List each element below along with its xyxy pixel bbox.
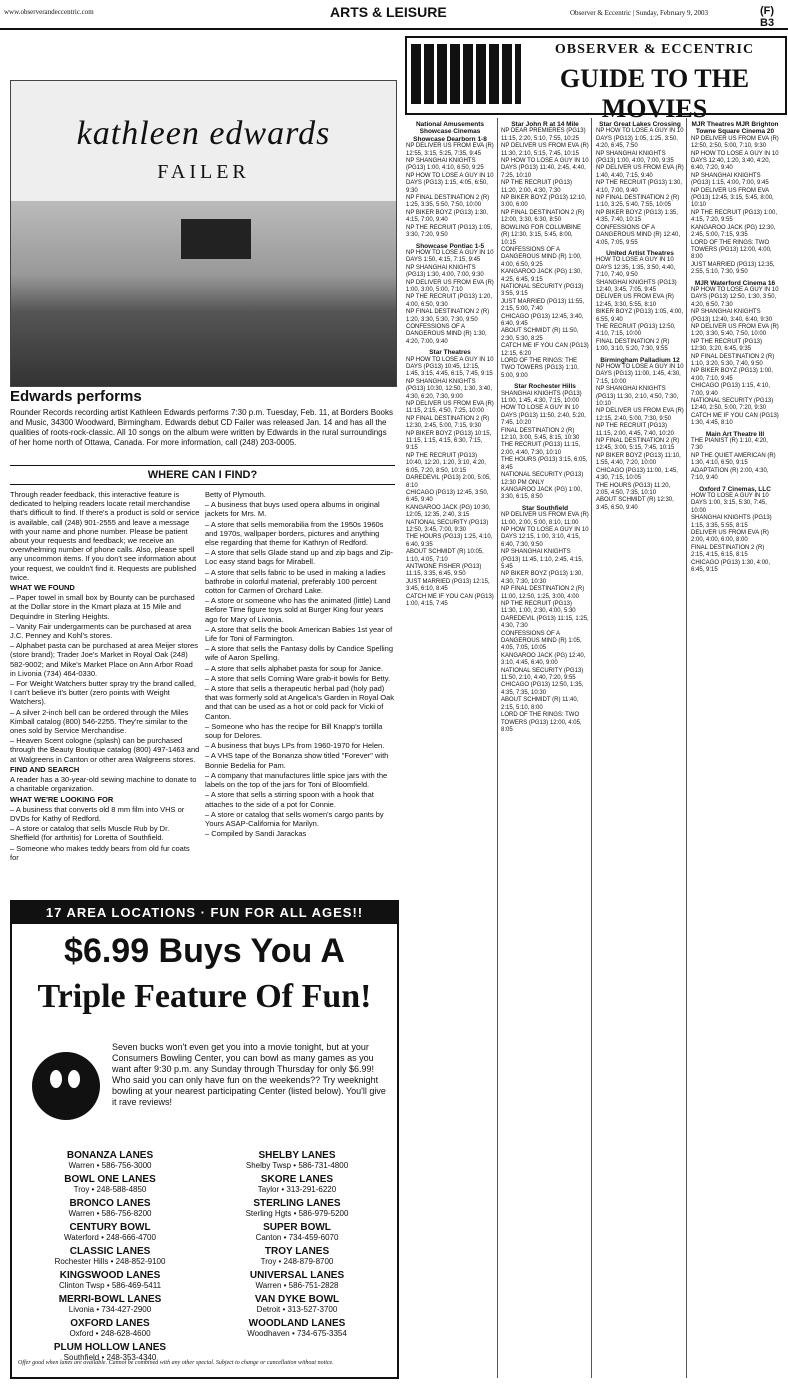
column-rule <box>497 118 498 1378</box>
theater-name: MJR Theatres MJR Brighton Towne Square Cinema 20 <box>691 121 779 136</box>
bowling-center-name: CENTURY BOWL <box>69 1222 151 1233</box>
theater-name: Star Southfield <box>521 504 569 512</box>
guide-column-1 <box>406 118 494 608</box>
showtime-listing: NP BIKER BOYZ (PG13) 1:30, 4:30, 7:30, 10:30 <box>501 571 583 585</box>
paragraph: – A store or catalog that sells Muscle Rub by Dr. Sheffield (for arthritis) for Loretta of Southfield. <box>10 824 170 843</box>
column-rule <box>591 118 592 1378</box>
showtime-listing: CHICAGO (PG13) 1:30, 4:00, 6:45, 9:15 <box>691 559 771 573</box>
showtime-listing: NP DELIVER US FROM EVA (R) 12:55, 3:15, 5:25, 7:35, 9:45 <box>406 143 494 157</box>
bowling-center <box>20 1270 200 1294</box>
showtime-listing: NP SHANGHAI KNIGHTS (PG13) 12:40, 3:40, 6:40, 9:30 <box>691 309 773 323</box>
showtime-listing: NP THE RECRUIT (PG13) 10:40, 12:20, 1:20, 3:10, 4:20, 6:05, 7:20, 8:50, 10:15 <box>406 452 487 474</box>
showtime-listing: NP SHANGHAI KNIGHTS (PG13) 1:00, 4:10, 6:50, 9:25 <box>406 158 484 172</box>
paragraph: Betty of Plymouth. <box>205 490 266 499</box>
section-subhead: FIND AND SEARCH <box>10 764 80 774</box>
paragraph: – A business that converts old 8 mm film into VHS or DVDs for Kathy of Redford. <box>10 804 185 823</box>
showtime-listing: JUST MARRIED (PG13) 12:15, 3:45, 6:10, 8:45 <box>406 578 490 593</box>
showtime-listing: NP DELIVER US FROM EVA (R) 1:40, 4:40, 7:15, 9:40 <box>596 165 684 179</box>
paragraph: – A store that sells alphabet pasta for soup for Janice. <box>205 663 384 673</box>
ad-headline-1: $6.99 Buys You A <box>64 932 345 970</box>
showtime-listing: KANGAROO JACK (PG) 12:30, 2:45, 5:00, 7:15, 9:35 <box>691 224 776 239</box>
guide-column-3 <box>596 118 684 512</box>
showtime-listing: NP BIKER BOYZ (PG13) 1:00, 4:00, 7:10, 9:45 <box>691 368 773 382</box>
showtime-listing: CHICAGO (PG13) 12:45, 3:40, 6:40, 9:45 <box>501 313 584 327</box>
paragraph: – Someone who makes teddy bears from old fur coats for <box>10 843 190 862</box>
paragraph: – Someone who has the recipe for Bill Knapp's tortilla soup for Delores. <box>205 721 383 741</box>
paragraph: A reader has a 30-year-old sewing machine to donate to a charitable organization. <box>10 775 197 794</box>
showtime-listing: THE HOURS (PG13) 1:25, 4:10, 6:40, 9:35 <box>406 534 493 548</box>
bowling-center-phone: Shelby Twsp • 586-731-4800 <box>245 1161 349 1170</box>
paragraph: – Heaven Scent cologne (splash) can be purchased through the Beauty Boutique catalog (800) 497-1463 and at Walgreens in Canton or other area Walgreens stores. <box>10 736 200 764</box>
showtime-listing: LORD OF THE RINGS: TWO TOWERS (PG13) 12:00, 4:00, 8:00 <box>691 239 772 261</box>
bowling-center-name: TROY LANES <box>264 1246 330 1257</box>
story-headline: Edwards performs <box>10 388 142 405</box>
bowling-center-phone: Waterford • 248-666-4700 <box>64 1233 156 1242</box>
showtime-listing: BIKER BOYZ (PG13) 1:05, 4:00, 6:55, 9:40 <box>596 309 684 323</box>
showtime-listing: KANGAROO JACK (PG) 1:00, 3:30, 6:15, 8:50 <box>501 486 583 501</box>
showtime-listing: THE HOURS (PG13) 11:20, 2:05, 4:50, 7:35, 10:10 <box>596 482 671 496</box>
paragraph: – Compiled by Sandi Jarackas <box>205 829 307 839</box>
showtime-listing: NP SHANGHAI KNIGHTS (PG13) 1:15, 4:00, 7:00, 9:45 <box>691 172 769 187</box>
showtime-listing: NP BIKER BOYZ (PG13) 12:10, 3:00, 6:00 <box>501 195 587 209</box>
showtime-listing: NP THE RECRUIT (PG13) 1:00, 4:15, 7:20, 9:55 <box>691 209 778 224</box>
bowling-center-phone: Southfield • 248-353-4340 <box>63 1353 157 1362</box>
bowling-center-phone: Warren • 586-756-8200 <box>68 1209 152 1218</box>
theater-name: United Artist Theatres <box>606 249 674 257</box>
guide-column-4 <box>691 118 779 574</box>
paragraph: – A store that sells the book American Babies 1st year of Life for Toni of Farmington. <box>205 624 393 644</box>
paragraph: – A store that sells Corning Ware grab-it bowls for Betty. <box>205 673 391 683</box>
showtime-listing: NP HOW TO LOSE A GUY IN 10 DAYS (PG13) 10:45, 12:15, 1:45, 3:15, 4:45, 6:15, 7:45, 9:15 <box>406 356 494 378</box>
section-subhead: WHAT WE FOUND <box>10 583 75 593</box>
showtime-listing: NP THE RECRUIT (PG13) 1:20, 4:00, 6:50, 9:30 <box>406 294 493 308</box>
showtime-listing: NP SHANGHAI KNIGHTS (PG13) 11:30, 2:10, 4:50, 7:30, 10:10 <box>596 386 679 408</box>
showtime-listing: NP FINAL DESTINATION 2 (R) 1:10, 3:20, 5:30, 7:40, 9:50 <box>691 353 775 367</box>
showtime-listing: NP DELIVER US FROM EVA (R) 1:20, 3:30, 5:40, 7:50, 10:00 <box>691 323 779 338</box>
guide-title: GUIDE TO THE MOVIES <box>559 64 750 123</box>
showtime-listing: CONFESSIONS OF A DANGEROUS MIND (R) 1:00, 4:00, 6:50, 9:25 <box>501 246 582 268</box>
site-url[interactable]: www.observerandeccentric.com <box>4 8 94 16</box>
showtime-listing: NP DEAR PREMIERES (PG13) 11:15, 2:20, 5:10, 7:55, 10:25 <box>501 128 586 142</box>
showtime-listing: CATCH ME IF YOU CAN (PG13) 12:15, 6:20 <box>501 343 589 357</box>
ad-banner: 17 AREA LOCATIONS · FUN FOR ALL AGES!! <box>12 902 397 924</box>
showtime-listing: HOW TO LOSE A GUY IN 10 DAYS 1:00, 3:15, 5:30, 7:45, 10:00 <box>691 492 769 514</box>
showtime-listing: NP SHANGHAI KNIGHTS (PG13) 11:45, 1:10, 2:45, 4:15, 5:45 <box>501 549 584 570</box>
bowling-center <box>207 1270 387 1294</box>
bowling-center-phone: Canton • 734-459-6070 <box>255 1233 339 1242</box>
showtime-listing: CONFESSIONS OF A DANGEROUS MIND (R) 12:40, 4:05, 7:05, 9:55 <box>596 224 681 246</box>
section-subhead: WHAT WE'RE LOOKING FOR <box>10 794 114 804</box>
artist-name: kathleen edwards <box>76 115 331 152</box>
showtime-listing: NATIONAL SECURITY (PG13) 12:40, 2:50, 5:00, 7:20, 9:30 <box>691 398 774 412</box>
showtime-listing: THE RECRUIT (PG13) 11:15, 2:00, 4:40, 7:30, 10:10 <box>501 442 581 456</box>
showtime-listing: NP THE RECRUIT (PG13) 12:30, 3:20, 6:45, 9:35 <box>691 338 763 353</box>
paragraph: – A business that buys LPs from 1960-1970 for Helen. <box>205 741 385 751</box>
bowling-center-phone: Taylor • 313-291-6220 <box>257 1185 337 1194</box>
bowling-center-phone: Clinton Twsp • 586-469-5411 <box>58 1281 162 1290</box>
film-strip-icon <box>411 44 521 104</box>
theater-name: Oxford 7 Cinemas, LLC <box>699 485 771 493</box>
showtime-listing: CHICAGO (PG13) 11:00, 1:45, 4:30, 7:15, 10:05 <box>596 467 678 482</box>
bowling-ball-icon <box>32 1052 100 1120</box>
bowling-center-name: BRONCO LANES <box>69 1198 151 1209</box>
showtime-listing: DAREDEVIL (PG13) 2:00, 5:05, 8:10 <box>406 475 491 489</box>
bowling-center-name: SHELBY LANES <box>258 1150 336 1161</box>
bowling-center <box>207 1246 387 1270</box>
bowling-center-phone: Sterling Hgts • 586-979-5200 <box>245 1209 349 1218</box>
showtime-listing: THE HOURS (PG13) 3:15, 6:05, 8:45 <box>501 457 588 471</box>
showtime-listing: NP SHANGHAI KNIGHTS (PG13) 10:30, 12:50, 1:30, 3:40, 4:30, 6:20, 7:30, 9:00 <box>406 378 493 400</box>
bowling-center-name: VAN DYKE BOWL <box>254 1294 340 1305</box>
bowling-center <box>207 1318 387 1342</box>
bowling-center <box>20 1198 200 1222</box>
issue-date: Observer & Eccentric | Sunday, February 9, 2003 <box>570 9 708 17</box>
bowling-center-phone: Warren • 586-756-3000 <box>68 1161 152 1170</box>
showtime-listing: NP HOW TO LOSE A GUY IN 10 DAYS 1:50, 4:15, 7:15, 9:45 <box>406 249 494 264</box>
bowling-center-name: BONANZA LANES <box>66 1150 154 1161</box>
showtime-listing: THE PIANIST (R) 1:10, 4:20, 7:30 <box>691 438 768 452</box>
paragraph: – Alphabet pasta can be purchased at area Meijer stores (store brand); Trader Joe's Market in Royal Oak (248) 582-9002; and Mike's Market Place on Ann Arbor Road in Livonia (734) 464-0330. <box>10 641 199 678</box>
showtime-listing: SHANGHAI KNIGHTS (PG13) 11:00, 1:45, 4:30, 7:15, 10:00 <box>501 390 582 405</box>
showtime-listing: NATIONAL SECURITY (PG13) 12:50, 3:45, 7:00, 9:30 <box>406 519 489 533</box>
paragraph: – A store that sells fabric to be used in making a ladies bathrobe in colorful material, preferably 100 percent cotton for Carmen of Orchard Lake. <box>205 567 386 596</box>
showtime-listing: ABOUT SCHMIDT (R) 11:50, 2:30, 5:30, 8:25 <box>501 328 579 342</box>
bowling-center-phone: Troy • 248-588-4850 <box>73 1185 147 1194</box>
where-column-1 <box>10 490 200 863</box>
paragraph: – A store that sells the Fantasy dolls by Candice Spelling wife of Aaron Spelling. <box>205 644 394 663</box>
showtime-listing: NP BIKER BOYZ (PG13) 11:10, 1:55, 4:40, 7:20, 10:00 <box>596 452 681 467</box>
theater-name: Star Rochester Hills <box>514 383 576 391</box>
bowling-center <box>207 1150 387 1174</box>
showtime-listing: THE RECRUIT (PG13) 12:50, 4:10, 7:15, 10:00 <box>596 323 676 338</box>
bowling-center <box>20 1174 200 1198</box>
where-can-i-find-title: WHERE CAN I FIND? <box>10 465 395 485</box>
bowling-center-phone: Troy • 248-879-8700 <box>260 1257 334 1266</box>
showtime-listing: FINAL DESTINATION 2 (R) 12:10, 3:00, 5:45, 8:15, 10:30 <box>501 427 580 442</box>
showtime-listing: CHICAGO (PG13) 12:50, 1:35, 4:35, 7:35, 10:30 <box>501 682 584 696</box>
showtime-listing: NP BIKER BOYZ (PG13) 10:15, 11:15, 1:15, 4:15, 6:30, 7:15, 9:15 <box>406 430 492 452</box>
bowling-center-name: OXFORD LANES <box>70 1318 150 1329</box>
showtime-listing: NP DELIVER US FROM EVA (PG13) 12:45, 3:15, 5:45, 8:00, 10:10 <box>691 187 774 209</box>
showtime-listing: DAREDEVIL (PG13) 11:15, 1:25, 4:30, 7:30 <box>501 615 589 630</box>
showtime-listing: FINAL DESTINATION 2 (R) 2:15, 4:15, 6:15, 8:15 <box>691 544 765 559</box>
showtime-listing: NP DELIVER US FROM EVA (R) 12:50, 2:50, 5:00, 7:10, 9:30 <box>691 135 779 150</box>
showtime-listing: NP BIKER BOYZ (PG13) 1:35, 4:35, 7:40, 10:15 <box>596 209 678 224</box>
showtime-listing: KANGAROO JACK (PG) 1:30, 4:25, 6:45, 9:15 <box>501 269 583 283</box>
bowling-center-name: BOWL ONE LANES <box>64 1174 156 1185</box>
bowling-center-phone: Rochester Hills • 248-852-9100 <box>54 1257 166 1266</box>
theater-name: Birmingham Palladium 12 <box>600 356 680 364</box>
showtime-listing: CONFESSIONS OF A DANGEROUS MIND (R) 1:05, 4:05, 7:05, 10:05 <box>501 630 582 652</box>
showtime-listing: CHICAGO (PG13) 1:15, 4:10, 7:00, 9:40 <box>691 383 771 397</box>
showtime-listing: HOW TO LOSE A GUY IN 10 DAYS 12:35, 1:35, 3:50, 4:40, 7:10, 7:40, 9:50 <box>596 257 676 279</box>
bowling-center-phone: Warren • 586-751-2828 <box>255 1281 339 1290</box>
showtime-listing: CONFESSIONS OF A DANGEROUS MIND (R) 1:30, 4:20, 7:00, 9:40 <box>406 323 487 345</box>
showtime-listing: JUST MARRIED (PG13) 12:35, 2:55, 5:10, 7:30, 9:50 <box>691 261 775 276</box>
showtime-listing: NP HOW TO LOSE A GUY IN 10 DAYS 12:15, 1:00, 3:10, 4:15, 6:40, 7:30, 9:50 <box>501 526 589 548</box>
showtime-listing: NP HOW TO LOSE A GUY IN 10 DAYS (PG13) 12:50, 1:30, 3:50, 4:20, 6:50, 7:30 <box>691 286 779 308</box>
paragraph: – A store that sells Glade stand up and zip bags and Zip-Loc easy stand bags for Mirabell. <box>205 548 394 567</box>
paragraph: – A company that manufactures little spice jars with the labels on the top of the jars for Toni of Bloomfield. <box>205 770 388 790</box>
showtime-listing: NP THE QUIET AMERICAN (R) 1:30, 4:10, 6:50, 9:15 <box>691 452 776 467</box>
showtime-listing: NP DELIVER US FROM EVA (R) 1:00, 3:00, 5:00, 7:10 <box>406 279 494 293</box>
showtime-listing: DELIVER US FROM EVA (R) 12:45, 3:30, 5:55, 8:10 <box>596 294 674 308</box>
lanes-left <box>20 1150 200 1366</box>
showtime-listing: NP DELIVER US FROM EVA (R) 11:00, 2:00, 5:00, 8:10, 11:00 <box>501 512 589 526</box>
bowling-center <box>20 1222 200 1246</box>
bowling-center <box>207 1222 387 1246</box>
showtime-listing: NP HOW TO LOSE A GUY IN 10 DAYS (PG13) 1:05, 1:25, 3:50, 4:20, 6:45, 7:50 <box>596 128 684 150</box>
showtime-listing: KANGAROO JACK (PG) 12:40, 3:10, 4:45, 6:40, 9:00 <box>501 652 586 667</box>
showtime-listing: NP HOW TO LOSE A GUY IN 10 DAYS (PG13) 1:15, 4:05, 6:50, 9:30 <box>406 172 494 194</box>
showtime-listing: NATIONAL SECURITY (PG13) 12:30 PM ONLY <box>501 472 584 486</box>
showtime-listing: LORD OF THE RINGS: TWO TOWERS (PG13) 12:00, 4:05, 8:05 <box>501 712 582 733</box>
showtime-listing: NP HOW TO LOSE A GUY IN 10 DAYS 12:40, 1:20, 3:40, 4:20, 6:40, 7:20, 9:40 <box>691 150 779 172</box>
showtime-listing: NP FINAL DESTINATION 2 (R) 1:10, 3:25, 5:40, 7:55, 10:05 <box>596 195 680 209</box>
showtime-listing: NP THE RECRUIT (PG13) 11:30, 1:00, 2:30, 4:00, 5:30 <box>501 601 576 615</box>
guide-column-2 <box>501 118 589 734</box>
paragraph: – Vanity Fair undergarments can be purchased at area J.C. Penney and Kohl's stores. <box>10 621 192 641</box>
bowling-center-phone: Oxford • 248-628-4600 <box>69 1329 151 1338</box>
guide-publisher: OBSERVER & ECCENTRIC <box>554 42 755 57</box>
showtime-listing: NP SHANGHAI KNIGHTS (PG13) 1:30, 4:00, 7:00, 9:30 <box>406 264 484 279</box>
showtime-listing: NP FINAL DESTINATION 2 (R) 1:25, 3:35, 5:50, 7:50, 10:00 <box>406 195 490 209</box>
bowling-center-phone: Livonia • 734-427-2900 <box>68 1305 152 1314</box>
bowling-center-name: UNIVERSAL LANES <box>249 1270 345 1281</box>
showtime-listing: NP FINAL DESTINATION 2 (R) 12:00, 3:30, 6:30, 8:50 <box>501 209 585 224</box>
showtime-listing: NP DELIVER US FROM EVA (R) 11:15, 2:15, 4:50, 7:25, 10:00 <box>406 401 494 415</box>
album-title: FAILER <box>157 161 250 183</box>
showtime-listing: DELIVER US FROM EVA (R) 2:00, 4:00, 6:00, 8:00 <box>691 529 769 544</box>
page-header <box>0 0 788 30</box>
showtime-listing: NP THE RECRUIT (PG13) 1:30, 4:10, 7:00, 9:40 <box>596 180 683 194</box>
theater-name: Star John R at 14 Mile <box>511 121 579 128</box>
showtime-listing: NP THE RECRUIT (PG13) 11:20, 2:00, 4:30, 7:30 <box>501 180 573 194</box>
bowling-center-name: SUPER BOWL <box>263 1222 331 1233</box>
showtime-listing: NP FINAL DESTINATION 2 (R) 1:20, 3:30, 5:30, 7:30, 9:50 <box>406 309 490 323</box>
showtime-listing: NP DELIVER US FROM EVA (R) 12:15, 2:40, 5:00, 7:30, 9:50 <box>596 408 684 422</box>
section-title: ARTS & LEISURE <box>330 4 447 20</box>
paragraph: – For Weight Watchers butter spray try the brand called, I can't believe it's butter (zero points with Weight Watchers). <box>10 679 196 707</box>
bowling-center-phone: Detroit • 313-527-3700 <box>256 1305 338 1314</box>
showtime-listing: NP THE RECRUIT (PG13) 1:05, 3:30, 7:20, 9:50 <box>406 224 493 239</box>
showtime-listing: ABOUT SCHMIDT (R) 10:05, 1:10, 4:05, 7:10 <box>406 549 484 563</box>
album-ad <box>10 80 397 387</box>
column-rule <box>686 118 687 1378</box>
theater-name: Main Art Theatre III <box>705 430 765 438</box>
showtime-listing: NP HOW TO LOSE A GUY IN 10 DAYS (PG13) 11:00, 1:45, 4:30, 7:15, 10:00 <box>596 364 684 385</box>
showtime-listing: NP BIKER BOYZ (PG13) 1:30, 4:15, 7:00, 9:40 <box>406 209 488 224</box>
ad-fine-print: Offer good when lanes are available. Cannot be combined with any other special. Subject to change or cancellation without notice. <box>18 1360 334 1366</box>
theater-name: Star Theatres <box>429 349 471 357</box>
showtime-listing: BOWLING FOR COLUMBINE (R) 12:30, 3:15, 5:45, 8:00, 10:15 <box>501 224 582 246</box>
showtime-listing: FINAL DESTINATION 2 (R) 1:00, 3:10, 5:20, 7:30, 9:55 <box>596 338 670 353</box>
showtime-listing: KANGAROO JACK (PG) 10:30, 12:05, 12:35, 2:40, 3:15 <box>406 504 491 519</box>
showtime-listing: ABOUT SCHMIDT (R) 12:30, 3:45, 6:50, 9:40 <box>596 497 674 511</box>
theater-name: Showcase Pontiac 1-5 <box>415 242 485 250</box>
lanes-right <box>207 1150 387 1342</box>
ad-copy: Seven bucks won't even get you into a movie tonight, but at your Consumers Bowling Center, you can bowl as many games as you want after 9:30 p.m. any Sunday through Thursday for only $6.99! Who said you can only have fun on the weekends?? Try weeknight bowling at your nearest participating Center (listed below). You'll give it rave reviews! <box>112 1042 386 1107</box>
bowling-center-name: WOODLAND LANES <box>248 1318 346 1329</box>
bowling-center <box>20 1150 200 1174</box>
showtime-listing: CATCH ME IF YOU CAN (PG13) 1:00, 4:15, 7:45 <box>406 593 494 607</box>
bowling-center <box>20 1294 200 1318</box>
showtime-listing: SHANGHAI KNIGHTS (PG13) 1:15, 3:35, 5:55, 8:15 <box>691 515 772 529</box>
bowling-center <box>207 1294 387 1318</box>
paragraph: – A store that sells a stirring spoon with a hook that attaches to the side of a pot for Connie. <box>205 790 374 809</box>
theater-name: MJR Waterford Cinema 16 <box>694 279 776 287</box>
paragraph: – A VHS tape of the Bonanza show titled "Forever" with Bonnie Bedelia for Pam. <box>205 751 389 770</box>
paragraph: Through reader feedback, this interactive feature is dedicated to helping readers locate retail merchandise that's difficult to find. If there's a product is sold or service is available, call (248) 901-2555 and leave a message with your name and phone number. Please be patient about your requests and feedback; we receive an overwhelming number of phone calls. Also, please spell any uncommon items. If you don't see information about your request, we couldn't find it. Requests are published twice. <box>10 490 200 582</box>
bowling-center-phone: Woodhaven • 734-675-3354 <box>247 1329 347 1338</box>
bowling-center-name: CLASSIC LANES <box>69 1246 151 1257</box>
bowling-center-name: KINGSWOOD LANES <box>59 1270 161 1281</box>
page-number: (F) B3 <box>760 5 775 29</box>
showtime-listing: NATIONAL SECURITY (PG13) 3:55, 9:15 <box>501 283 584 298</box>
showtime-listing: NP FINAL DESTINATION 2 (R) 12:30, 2:45, 5:00, 7:15, 9:30 <box>406 415 490 430</box>
bowling-center-name: STERLING LANES <box>253 1198 341 1209</box>
paragraph: – A store that sells a therapeutic herbal pad (holy pad) that was formerly sold at Angelica's Garden in Royal Oak and that can be used as a hot or cold pack for Vicki of Canton. <box>205 684 395 721</box>
showtime-listing: NP HOW TO LOSE A GUY IN 10 DAYS (PG13) 11:40, 2:45, 4:40, 7:25, 10:10 <box>501 158 589 179</box>
bowling-center <box>207 1198 387 1222</box>
barn-silhouette <box>181 219 251 259</box>
bowling-center-name: SKORE LANES <box>260 1174 334 1185</box>
showtime-listing: CHICAGO (PG13) 12:45, 3:50, 6:45, 9:40 <box>406 489 489 504</box>
bowling-ad <box>10 900 399 1379</box>
where-column-2 <box>205 490 395 839</box>
bowling-center <box>20 1246 200 1270</box>
showtime-listing: ADAPTATION (R) 2:00, 4:30, 7:10, 9:40 <box>691 467 769 482</box>
theater-name: National Amusements Showcase Cinemas Showcase Dearborn 1-8 <box>413 121 487 143</box>
showtime-listing: NP FINAL DESTINATION 2 (R) 12:45, 3:00, 5:15, 7:45, 10:15 <box>596 438 680 452</box>
showtime-listing: NP DELIVER US FROM EVA (R) 11:30, 2:10, 5:15, 7:45, 10:15 <box>501 143 589 157</box>
showtime-listing: CATCH ME IF YOU CAN (PG13) 1:30, 4:45, 8:10 <box>691 412 779 427</box>
movie-guide-header <box>405 36 787 123</box>
paragraph: – A store or catalog that sells women's cargo pants by Yours ASAP-California for Marilyn. <box>205 809 384 828</box>
showtime-listing: NP SHANGHAI KNIGHTS (PG13) 1:00, 4:00, 7:00, 9:35 <box>596 150 674 165</box>
paragraph: – A business that buys used opera albums in original jackets for Mrs. M. <box>205 500 380 519</box>
ad-headline-2: Triple Feature Of Fun! <box>37 978 372 1015</box>
showtime-listing: NP THE RECRUIT (PG13) 11:15, 2:00, 4:45, 7:40, 10:20 <box>596 423 674 437</box>
paragraph: – A store or someone who has the animated (little) Land Before Time figure toys sold at Burger King four years ago for Mary of Livonia. <box>205 596 391 624</box>
paragraph: – A store that sells memorabilia from the 1950s 1960s and 1970s, wallpaper borders, pictures and anything else regarding that theme for Kathryn of Redford. <box>205 519 384 548</box>
showtime-listing: JUST MARRIED (PG13) 11:55, 2:15, 5:00, 7:40 <box>501 298 585 313</box>
showtime-listing: SHANGHAI KNIGHTS (PG13) 12:40, 3:45, 7:05, 9:45 <box>596 279 677 293</box>
bowling-center-name: MERRI-BOWL LANES <box>58 1294 162 1305</box>
bowling-center <box>20 1318 200 1342</box>
bowling-center-name: PLUM HOLLOW LANES <box>53 1342 167 1353</box>
showtime-listing: NATIONAL SECURITY (PG13) 11:50, 2:10, 4:40, 7:20, 9:55 <box>501 667 584 682</box>
bowling-center <box>207 1174 387 1198</box>
showtime-listing: ABOUT SCHMIDT (R) 11:40, 2:15, 5:10, 8:00 <box>501 697 579 711</box>
showtime-listing: NP FINAL DESTINATION 2 (R) 11:00, 12:50, 1:25, 3:00, 4:00 <box>501 586 585 600</box>
showtime-listing: HOW TO LOSE A GUY IN 10 DAYS (PG13) 11:50, 2:40, 5:20, 7:45, 10:20 <box>501 405 586 427</box>
showtime-listing: ANTWONE FISHER (PG13) 11:15, 3:35, 6:45, 9:50 <box>406 563 482 578</box>
showtime-listing: LORD OF THE RINGS: THE TWO TOWERS (PG13) 1:10, 5:00, 9:00 <box>501 358 579 379</box>
paragraph: – A silver 2-inch bell can be ordered through the Miles Kimball catalog (800) 546-2255. They're similar to the ones sold by Service Merchandise. <box>10 707 189 736</box>
theater-name: Star Great Lakes Crossing <box>599 121 681 128</box>
story-body: Rounder Records recording artist Kathleen Edwards performs 7:30 p.m. Tuesday, Feb. 11, at Borders Books and Music, 34300 Woodward, Birmingham. Edwards debut CD Failer was released Jan. 14 and has all the qualities of roots-rock-classic. All 10 songs on the album were written by Edwards in the rural surroundings of her home north of Ottawa, Canada. For more information, call (248) 203-0005. <box>10 408 394 447</box>
paragraph: – Paper towel in small box by Bounty can be purchased at the Dollar store in the Kmart plaza at 15 Mile and Dequindre in Sterling Heights. <box>10 593 195 621</box>
